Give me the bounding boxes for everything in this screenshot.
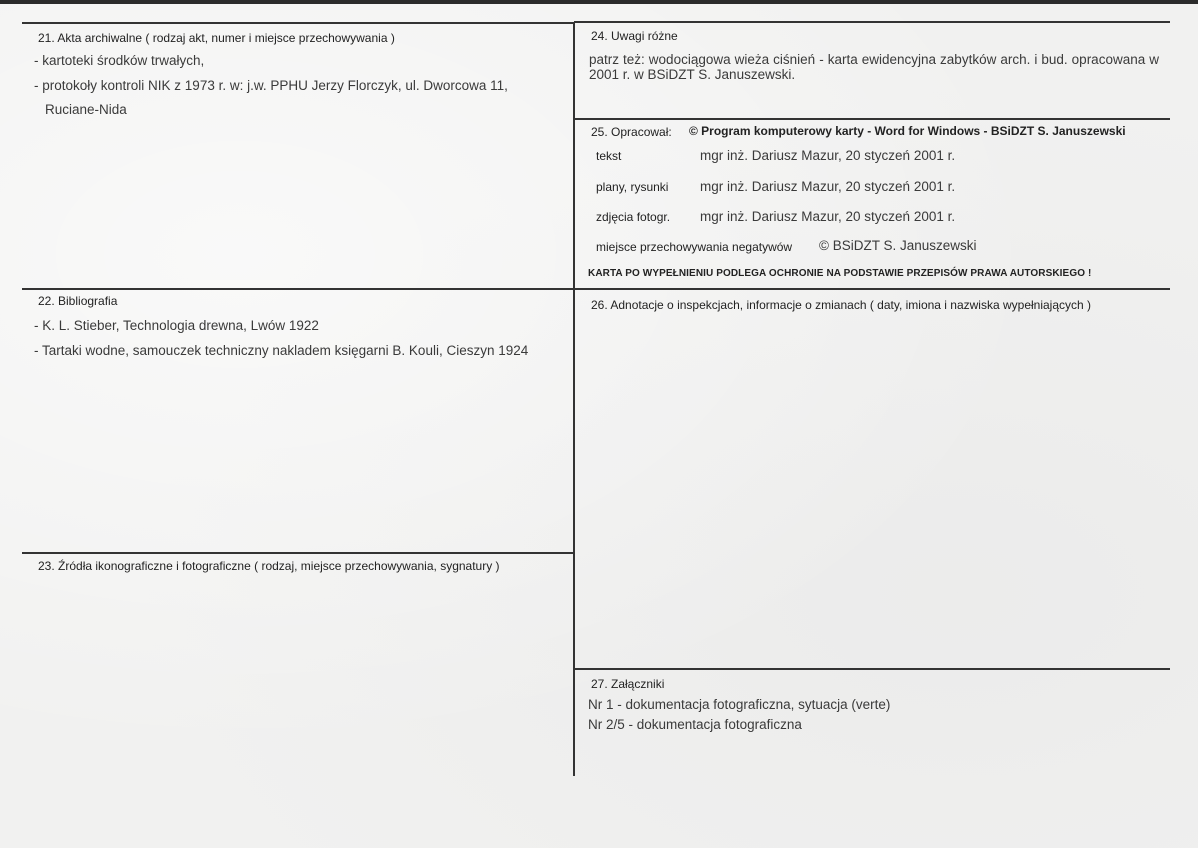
section-21-item: - kartoteki środków trwałych,: [34, 53, 205, 68]
section-22-item: - Tartaki wodne, samouczek techniczny nakladem księgarni B. Kouli, Cieszyn 1924: [34, 343, 529, 358]
attachment-item: Nr 1 - dokumentacja fotograficzna, sytuacja (verte): [588, 697, 891, 712]
attachment-item: Nr 2/5 - dokumentacja fotograficzna: [588, 717, 802, 732]
section-21-item: - protokoły kontroli NIK z 1973 r. w: j.w. PPHU Jerzy Florczyk, ul. Dworcowa 11,: [34, 78, 508, 93]
row-label-tekst: tekst: [596, 149, 622, 163]
divider-top-right: [574, 21, 1170, 23]
section-24-text: patrz też: wodociągowa wieża ciśnień - karta ewidencyjna zabytków arch. i bud. opracowana w 2001 r. w BSiDZT S. Januszewski.: [589, 52, 1159, 82]
divider-21-22: [22, 288, 574, 290]
section-21-item: Ruciane-Nida: [45, 102, 127, 117]
section-22-item: - K. L. Stieber, Technologia drewna, Lwów 1922: [34, 318, 319, 333]
section-27-label: 27. Załączniki: [591, 677, 665, 691]
row-value-plany: mgr inż. Dariusz Mazur, 20 styczeń 2001 r.: [700, 179, 956, 194]
section-26-label: 26. Adnotacje o inspekcjach, informacje o zmianach ( daty, imiona i nazwiska wypełniających ): [591, 298, 1092, 312]
row-label-zdjecia: zdjęcia fotogr.: [596, 210, 671, 224]
section-21-label: 21. Akta archiwalne ( rodzaj akt, numer i miejsce przechowywania ): [38, 31, 395, 45]
negatives-value: © BSiDZT S. Januszewski: [819, 238, 977, 253]
divider-22-23: [22, 552, 574, 554]
divider-center: [573, 22, 575, 776]
row-value-zdjecia: mgr inż. Dariusz Mazur, 20 styczeń 2001 r.: [700, 209, 956, 224]
section-25-label: 25. Opracował:: [591, 125, 672, 139]
row-label-plany: plany, rysunki: [596, 180, 669, 194]
row-value-tekst: mgr inż. Dariusz Mazur, 20 styczeń 2001 r.: [700, 148, 956, 163]
copyright-notice: KARTA PO WYPEŁNIENIU PODLEGA OCHRONIE NA PODSTAWIE PRZEPISÓW PRAWA AUTORSKIEGO !: [588, 268, 1092, 279]
top-edge: [0, 0, 1198, 4]
divider-25-26: [574, 288, 1170, 290]
section-23-label: 23. Źródła ikonograficzne i fotograficzne ( rodzaj, miejsce przechowywania, sygnatury ): [38, 559, 500, 573]
section-24-label: 24. Uwagi różne: [591, 29, 678, 43]
divider-top-left: [22, 22, 574, 24]
divider-24-25: [574, 118, 1170, 120]
program-copyright: © Program komputerowy karty - Word for Windows - BSiDZT S. Januszewski: [689, 124, 1126, 138]
divider-26-27: [574, 668, 1170, 670]
section-22-label: 22. Bibliografia: [38, 294, 118, 308]
negatives-label: miejsce przechowywania negatywów: [596, 240, 793, 254]
